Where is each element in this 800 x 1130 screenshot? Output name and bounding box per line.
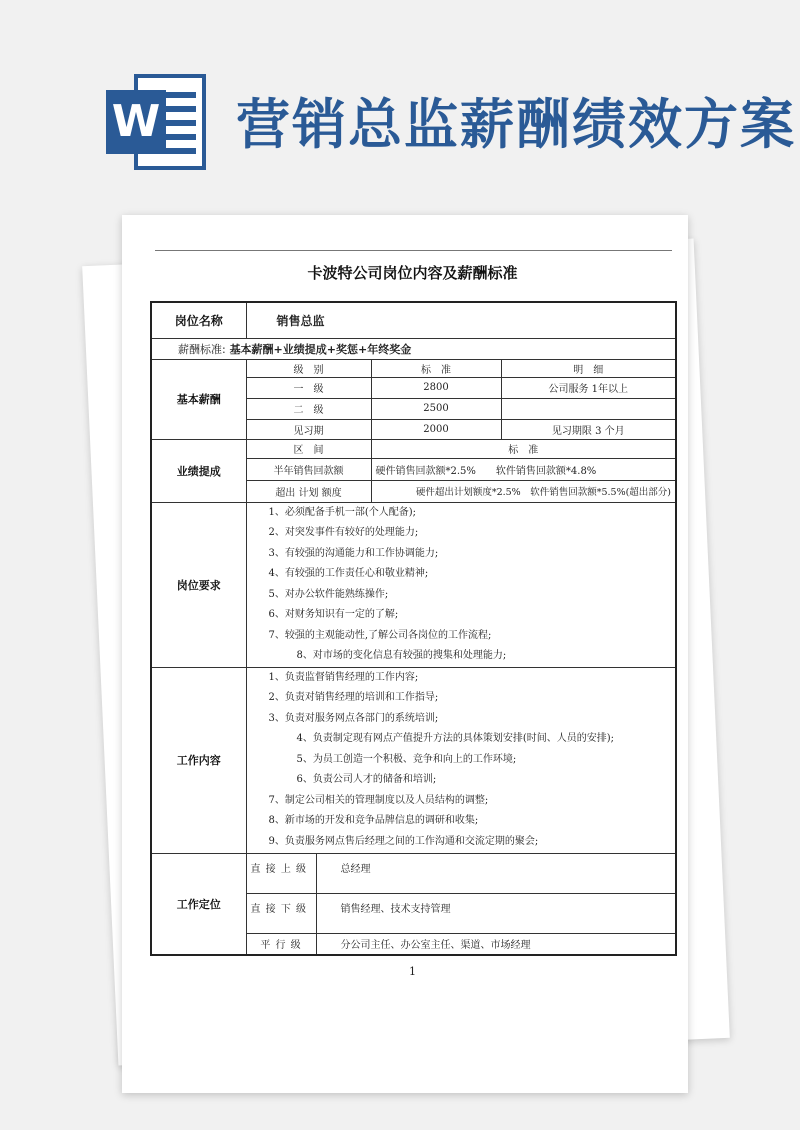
commission-header-range: 区 间 — [246, 439, 371, 458]
list-item: 4、有较强的工作责任心和敬业精神; — [268, 568, 429, 579]
word-document-icon — [106, 70, 208, 174]
list-item: 8、新市场的开发和竞争品牌信息的调研和收集; — [268, 815, 479, 827]
base-pay-level: 见习期 — [246, 419, 371, 439]
document-title: 卡波特公司岗位内容及薪酬标准 — [307, 264, 518, 282]
list-item: 7、制定公司相关的管理制度以及人员结构的调整; — [268, 794, 489, 806]
base-pay-level: 一 级 — [246, 377, 371, 398]
list-item: 8、对市场的变化信息有较强的搜集和处理能力; — [296, 650, 507, 661]
logo-letter: W — [111, 96, 161, 147]
base-pay-detail: 见习期限 3 个月 — [501, 419, 676, 439]
duties-label: 工作内容 — [151, 667, 246, 853]
base-pay-header-row — [151, 359, 676, 377]
commission-range: 超出 计划 额度 — [246, 480, 371, 502]
base-pay-standard: 2800 — [371, 377, 501, 398]
positioning-label: 工作定位 — [151, 853, 246, 955]
list-item: 2、对突发事件有较好的处理能力; — [268, 527, 419, 538]
positioning-value: 销售经理、技术支持管理 — [316, 893, 676, 933]
requirements-list — [269, 503, 672, 667]
salary-standard-value: 基本薪酬+业绩提成+奖惩+年终奖金 — [229, 342, 412, 356]
positioning-key: 直 接 下 级 — [246, 893, 316, 933]
base-pay-label: 基本薪酬 — [151, 359, 246, 439]
positioning-value: 分公司主任、办公室主任、渠道、市场经理 — [316, 933, 676, 955]
positioning-row — [151, 853, 676, 893]
position-row — [151, 302, 676, 338]
commission-header-row — [151, 439, 676, 458]
positioning-key: 平 行 级 — [246, 933, 316, 955]
list-item: 4、负责制定现有网点产值提升方法的具体策划安排(时间、人员的安排); — [296, 733, 615, 745]
list-item: 9、负责服务网点售后经理之间的工作沟通和交流定期的聚会; — [268, 835, 539, 847]
page-number: 1 — [409, 965, 416, 978]
duties-list — [269, 668, 672, 853]
base-pay-standard: 2000 — [371, 419, 501, 439]
banner-title: 营销总监薪酬绩效方案 — [236, 92, 796, 156]
salary-standard-label: 薪酬标准: — [178, 342, 226, 356]
list-item: 1、必须配备手机一部(个人配备); — [268, 506, 417, 518]
salary-standard-row — [151, 338, 676, 359]
list-item: 3、负责对服务网点各部门的系统培训; — [268, 712, 439, 724]
requirements-label: 岗位要求 — [151, 502, 246, 667]
commission-range: 半年销售回款额 — [246, 458, 371, 480]
list-item: 6、负责公司人才的储备和培训; — [296, 774, 437, 786]
positioning-key: 直 接 上 级 — [246, 853, 316, 893]
commission-label: 业绩提成 — [151, 439, 246, 502]
base-pay-level: 二 级 — [246, 398, 371, 419]
base-pay-detail — [501, 398, 676, 419]
list-item: 1、负责监督销售经理的工作内容; — [268, 671, 419, 683]
salary-form-table — [150, 301, 677, 956]
position-label: 岗位名称 — [151, 302, 246, 338]
list-item: 7、较强的主观能动性,了解公司各岗位的工作流程; — [268, 629, 492, 641]
header-rule — [155, 250, 672, 251]
list-item: 2、负责对销售经理的培训和工作指导; — [268, 692, 439, 704]
base-pay-header-level: 级 别 — [246, 359, 371, 377]
positioning-value: 总经理 — [316, 853, 676, 893]
commission-header-standard: 标 准 — [371, 439, 676, 458]
base-pay-standard: 2500 — [371, 398, 501, 419]
list-item: 5、为员工创造一个积极、竞争和向上的工作环境; — [296, 753, 517, 765]
base-pay-header-detail: 明 细 — [501, 359, 676, 377]
list-item: 3、有较强的沟通能力和工作协调能力; — [268, 547, 439, 559]
position-value: 销售总监 — [246, 302, 676, 338]
commission-standard: 硬件超出计划额度*2.5% 软件销售回款额*5.5%(超出部分) — [371, 480, 676, 502]
list-item: 6、对财务知识有一定的了解; — [268, 609, 399, 620]
base-pay-detail: 公司服务 1年以上 — [501, 377, 676, 398]
commission-standard: 硬件销售回款额*2.5% 软件销售回款额*4.8% — [371, 458, 676, 480]
list-item: 5、对办公软件能熟练操作; — [268, 588, 389, 600]
requirements-row — [151, 502, 676, 667]
base-pay-header-standard: 标 准 — [371, 359, 501, 377]
duties-row — [151, 667, 676, 853]
